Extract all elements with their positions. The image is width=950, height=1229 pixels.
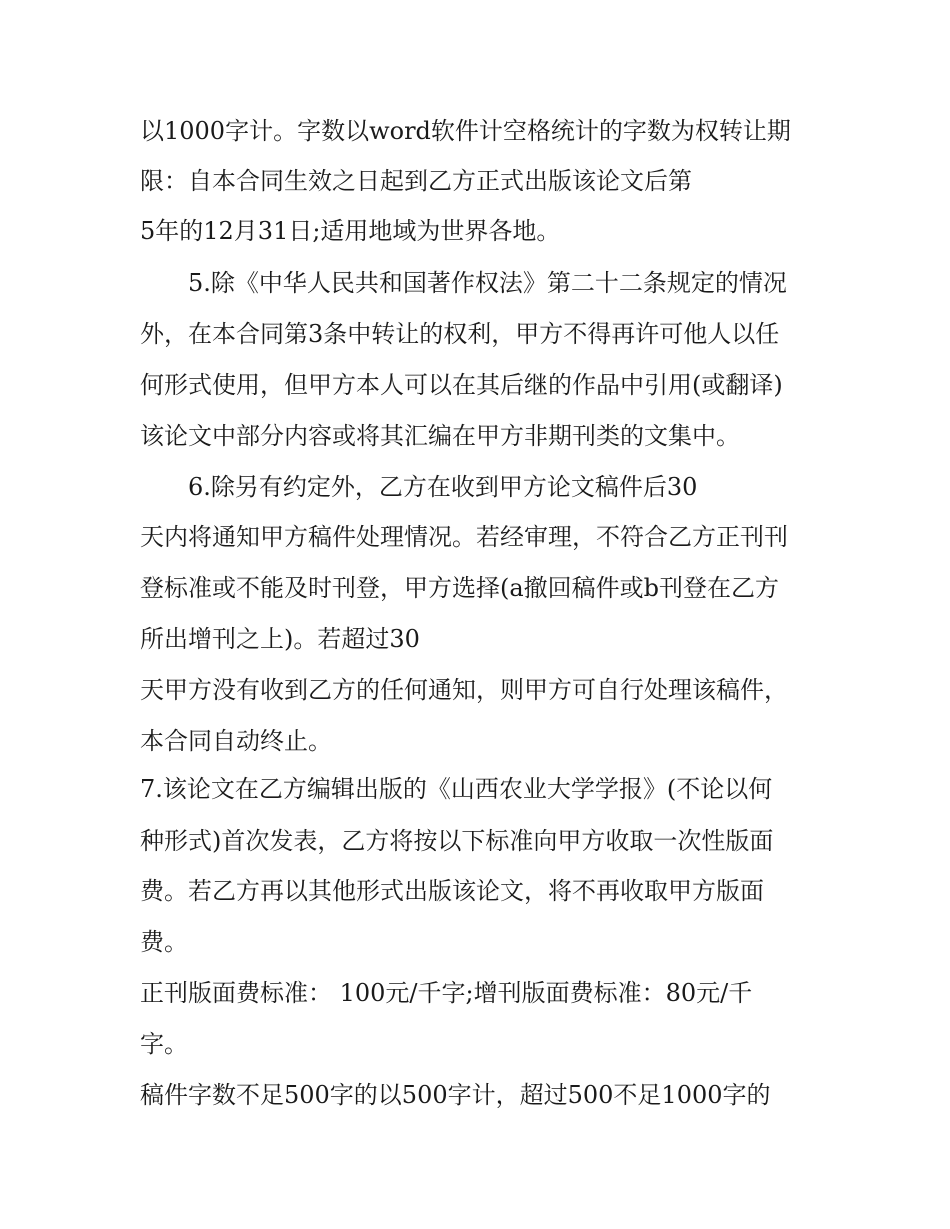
text-line: 6.除另有约定外，乙方在收到甲方论文稿件后30 [188,473,698,501]
text-line: 费。 [140,928,188,956]
text-line: 费。若乙方再以其他形式出版该论文，将不再收取甲方版面 [140,877,764,905]
text-line: 所出增刊之上)。若超过30 [140,625,420,653]
text-line: 该论文中部分内容或将其汇编在甲方非期刊类的文集中。 [140,422,740,450]
text-line: 5年的12月31日;适用地域为世界各地。 [140,217,561,245]
text-line: 限：自本合同生效之日起到乙方正式出版该论文后第 [140,167,692,195]
text-line: 7.该论文在乙方编辑出版的《山西农业大学学报》(不论以何 [140,775,773,803]
text-line: 外，在本合同第3条中转让的权利，甲方不得再许可他人以任 [140,320,780,348]
text-line: 正刊版面费标准： 100元/千字;增刊版面费标准：80元/千 [140,979,753,1007]
text-line: 天内将通知甲方稿件处理情况。若经审理，不符合乙方正刊刊 [140,523,788,551]
text-line: 何形式使用，但甲方本人可以在其后继的作品中引用(或翻译) [140,371,783,399]
text-line: 5.除《中华人民共和国著作权法》第二十二条规定的情况 [188,269,787,297]
text-line: 以1000字计。字数以word软件计空格统计的字数为权转让期 [140,117,791,145]
text-line: 登标准或不能及时刊登，甲方选择(a撤回稿件或b刊登在乙方 [140,574,780,602]
text-line: 稿件字数不足500字的以500字计，超过500不足1000字的 [140,1081,771,1109]
text-line: 字。 [140,1030,188,1058]
text-line: 本合同自动终止。 [140,727,332,755]
text-line: 种形式)首次发表，乙方将按以下标准向甲方收取一次性版面 [140,827,774,855]
text-line: 天甲方没有收到乙方的任何通知，则甲方可自行处理该稿件， [140,676,788,704]
